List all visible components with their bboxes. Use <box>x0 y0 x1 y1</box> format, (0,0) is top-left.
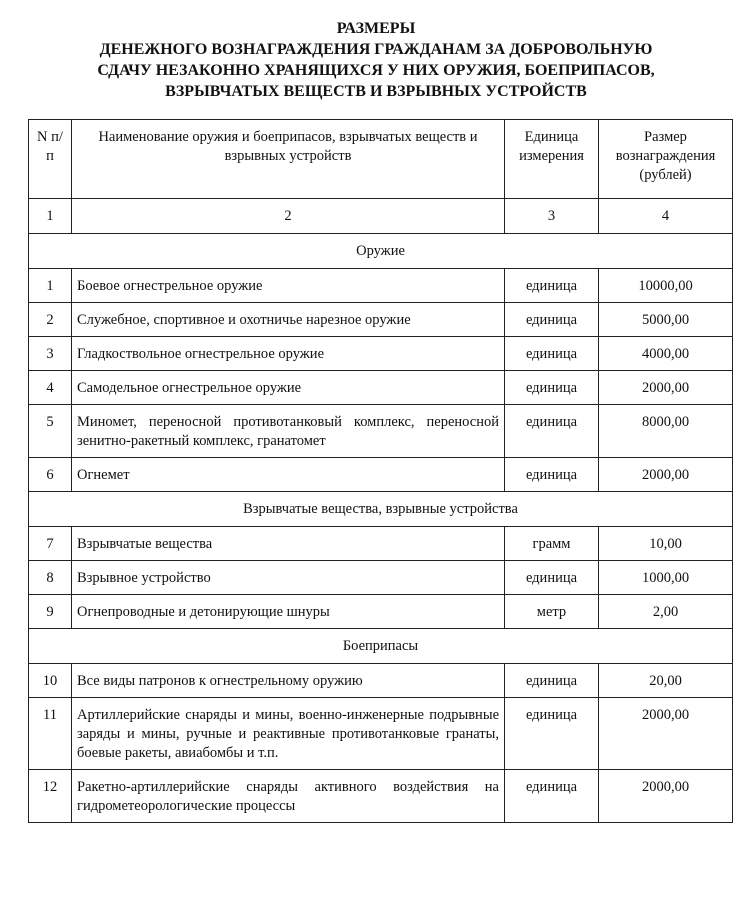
row-number: 9 <box>29 595 72 629</box>
table-row <box>29 527 733 561</box>
table-row <box>29 458 733 492</box>
row-number: 11 <box>29 698 72 770</box>
unit-cell: единица <box>505 371 599 405</box>
item-name: Боевое огнестрельное оружие <box>72 269 505 303</box>
unit-cell: единица <box>505 664 599 698</box>
amount-cell: 4000,00 <box>599 337 733 371</box>
table-row <box>29 561 733 595</box>
table-header-row <box>29 120 733 199</box>
item-name: Миномет, переносной противотанковый комплекс, переносной зенитно-ракетный комплекс, гранатомет <box>72 405 505 458</box>
title-line: РАЗМЕРЫ <box>336 20 416 37</box>
row-number: 12 <box>29 770 72 823</box>
amount-cell: 20,00 <box>599 664 733 698</box>
item-name: Взрывчатые вещества <box>72 527 505 561</box>
row-number: 3 <box>29 337 72 371</box>
table-row <box>29 371 733 405</box>
item-name: Огнемет <box>72 458 505 492</box>
unit-cell: единица <box>505 458 599 492</box>
row-number: 2 <box>29 303 72 337</box>
section-row <box>29 492 733 527</box>
header-amount: Размер вознаграждения (рублей) <box>599 120 733 199</box>
unit-cell: единица <box>505 405 599 458</box>
header-num: N п/п <box>29 120 72 199</box>
item-name: Все виды патронов к огнестрельному оружию <box>72 664 505 698</box>
section-title: Оружие <box>29 234 733 269</box>
title-line: СДАЧУ НЕЗАКОННО ХРАНЯЩИХСЯ У НИХ ОРУЖИЯ, БОЕПРИПАСОВ, <box>97 62 655 79</box>
row-number: 8 <box>29 561 72 595</box>
section-title: Боеприпасы <box>29 629 733 664</box>
title-line: ВЗРЫВЧАТЫХ ВЕЩЕСТВ И ВЗРЫВНЫХ УСТРОЙСТВ <box>165 83 587 100</box>
item-name: Служебное, спортивное и охотничье нарезное оружие <box>72 303 505 337</box>
item-name: Ракетно-артиллерийские снаряды активного воздействия на гидрометеорологические процессы <box>72 770 505 823</box>
column-number-row <box>29 199 733 234</box>
section-row <box>29 629 733 664</box>
amount-cell: 5000,00 <box>599 303 733 337</box>
section-title: Взрывчатые вещества, взрывные устройства <box>29 492 733 527</box>
table-row <box>29 770 733 823</box>
title-line: ДЕНЕЖНОГО ВОЗНАГРАЖДЕНИЯ ГРАЖДАНАМ ЗА ДОБРОВОЛЬНУЮ <box>99 41 653 58</box>
item-name: Огнепроводные и детонирующие шнуры <box>72 595 505 629</box>
table-row <box>29 337 733 371</box>
rewards-table <box>28 119 733 823</box>
unit-cell: единица <box>505 698 599 770</box>
column-number: 4 <box>599 199 733 234</box>
table-row <box>29 595 733 629</box>
amount-cell: 10,00 <box>599 527 733 561</box>
document-title <box>20 18 732 102</box>
amount-cell: 1000,00 <box>599 561 733 595</box>
unit-cell: единица <box>505 770 599 823</box>
unit-cell: единица <box>505 561 599 595</box>
amount-cell: 10000,00 <box>599 269 733 303</box>
unit-cell: единица <box>505 303 599 337</box>
table-row <box>29 269 733 303</box>
row-number: 1 <box>29 269 72 303</box>
item-name: Артиллерийские снаряды и мины, военно-инженерные подрывные заряды и мины, ручные и реактивные противотанковые гранаты, боевые ракеты, авиабомбы и т.п. <box>72 698 505 770</box>
unit-cell: единица <box>505 337 599 371</box>
row-number: 10 <box>29 664 72 698</box>
table-row <box>29 405 733 458</box>
amount-cell: 2000,00 <box>599 371 733 405</box>
column-number: 2 <box>72 199 505 234</box>
amount-cell: 2000,00 <box>599 770 733 823</box>
row-number: 6 <box>29 458 72 492</box>
amount-cell: 8000,00 <box>599 405 733 458</box>
header-name: Наименование оружия и боеприпасов, взрывчатых веществ и взрывных устройств <box>72 120 505 199</box>
column-number: 1 <box>29 199 72 234</box>
header-unit: Единица измерения <box>505 120 599 199</box>
table-row <box>29 664 733 698</box>
item-name: Взрывное устройство <box>72 561 505 595</box>
row-number: 4 <box>29 371 72 405</box>
unit-cell: единица <box>505 269 599 303</box>
section-row <box>29 234 733 269</box>
amount-cell: 2000,00 <box>599 698 733 770</box>
item-name: Самодельное огнестрельное оружие <box>72 371 505 405</box>
column-number: 3 <box>505 199 599 234</box>
table-row <box>29 303 733 337</box>
table-row <box>29 698 733 770</box>
row-number: 7 <box>29 527 72 561</box>
unit-cell: грамм <box>505 527 599 561</box>
unit-cell: метр <box>505 595 599 629</box>
row-number: 5 <box>29 405 72 458</box>
amount-cell: 2000,00 <box>599 458 733 492</box>
amount-cell: 2,00 <box>599 595 733 629</box>
item-name: Гладкоствольное огнестрельное оружие <box>72 337 505 371</box>
